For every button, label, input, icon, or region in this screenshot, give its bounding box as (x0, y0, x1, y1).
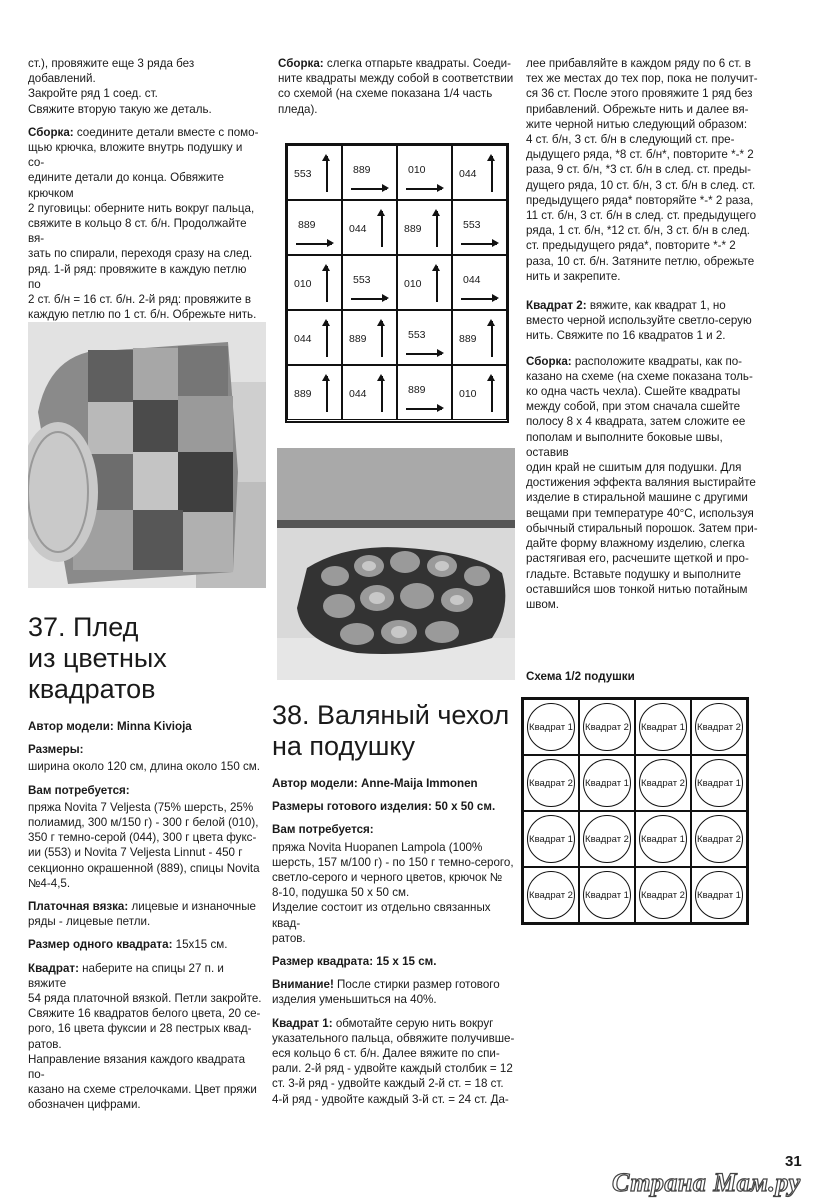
col1-assembly: Сборка: соедините детали вместе с помо- щью крючка, вложите внутрь подушку и со- едините детали до конца. Обвяжите крючком 2 пуговицы: оберните нить вокруг пальца, свяжите в кольцо 8 ст. б/н. Продолжайте вя- зать по спирали, переходя сразу на след. ряд. 1-й ряд: провяжите в каждую петлю по 2 ст. б/н = 16 ст. б/н. 2-й ряд: провяжите в каждую петлю по 1 ст. б/н. Обрежьте нить. (28, 125, 259, 322)
square-circle-label: Квадрат 1 (639, 703, 687, 751)
blanket-grid-cell (342, 200, 397, 255)
pillow-grid-cell (635, 755, 691, 811)
attention-38: Внимание! После стирки размер готового изделия уменьшиться на 40%. (272, 978, 500, 1007)
blanket-grid-number: 010 (459, 388, 477, 400)
square-circle-label: Квадрат 2 (695, 815, 743, 863)
section-37-title: 37. Плед из цветных квадратов (28, 612, 167, 704)
blanket-grid-cell (452, 365, 507, 420)
blanket-grid-number: 889 (459, 333, 477, 345)
blanket-grid-number: 553 (353, 274, 371, 286)
arrow-right-icon (461, 243, 497, 245)
blanket-grid-cell (287, 255, 342, 310)
blanket-grid-cell (397, 365, 452, 420)
pattern-37: Платочная вязка: лицевые и изнаночные ряды - лицевые петли. (28, 900, 256, 929)
blanket-grid-cell (452, 255, 507, 310)
pillow-photo (277, 448, 515, 680)
scheme-title: Схема 1/2 подушки (526, 670, 635, 683)
blanket-grid-number: 010 (408, 164, 426, 176)
blanket-photo (28, 322, 266, 588)
author-38: Автор модели: Anne-Maija Immonen (272, 777, 478, 790)
blanket-grid-cell (342, 310, 397, 365)
arrow-up-icon (326, 376, 328, 412)
blanket-grid-cell (397, 310, 452, 365)
blanket-grid-number: 553 (463, 219, 481, 231)
arrow-up-icon (436, 211, 438, 247)
square-37: Квадрат: наберите на спицы 27 п. и вяжите 54 ряда платочной вязкой. Петли закройте. Свяжите 16 квадратов белого цвета, 20 се- рого, 16 цвета фуксии и 28 пестрых квад- ратов. Направление вязания каждого квадрата по- казано на схеме стрелочками. Цвет пряжи обозначен цифрами. (28, 961, 262, 1112)
blanket-grid-number: 044 (459, 168, 477, 180)
pillow-scheme-grid (521, 697, 749, 925)
square-circle-label: Квадрат 1 (639, 815, 687, 863)
col1-intro: ст.), провяжите еще 3 ряда без добавлений. Закройте ряд 1 соед. ст. Свяжите вторую такую же деталь. (28, 57, 212, 116)
square-circle-label: Квадрат 2 (583, 703, 631, 751)
pillow-grid-cell (523, 699, 579, 755)
pillow-grid-cell (691, 755, 747, 811)
blanket-grid-cell (397, 200, 452, 255)
pillow-grid-cell (579, 699, 635, 755)
arrow-up-icon (491, 321, 493, 357)
blanket-grid-number: 044 (349, 388, 367, 400)
square-circle-label: Квадрат 2 (583, 815, 631, 863)
square-circle-label: Квадрат 2 (639, 759, 687, 807)
sq1-38: Квадрат 1: обмотайте серую нить вокруг указательного пальца, обвяжите получивше- еся кольцо 6 ст. б/н. Далее вяжите по спи- рали. 2-й ряд - удвойте каждый столбик = 12 ст. 3-й ряд - удвойте каждый 2-й ст. = 18 ст. 4-й ряд - удвойте каждый 3-й ст. = 24 ст. Да- (272, 1016, 515, 1106)
square-circle-label: Квадрат 1 (583, 871, 631, 919)
blanket-grid-cell (287, 310, 342, 365)
blanket-grid-number: 889 (294, 388, 312, 400)
square-circle-label: Квадрат 2 (527, 759, 575, 807)
arrow-up-icon (491, 156, 493, 192)
square-circle-label: Квадрат 2 (639, 871, 687, 919)
arrow-up-icon (491, 376, 493, 412)
blanket-grid-cell (287, 200, 342, 255)
pillow-grid-cell (691, 867, 747, 923)
blanket-grid-cell (287, 365, 342, 420)
arrow-up-icon (381, 376, 383, 412)
blanket-grid-number: 889 (298, 219, 316, 231)
col2-top-text (278, 56, 514, 125)
pillow-grid-cell (691, 811, 747, 867)
blanket-photo-illustration (28, 322, 266, 588)
arrow-up-icon (326, 156, 328, 192)
need-text-38: пряжа Novita Huopanen Lampola (100% шерсть, 157 м/100 г) - по 150 г темно-серого, светло-серого и черного цветов, крючок № 8-10, подушка 50 х 50 см. Изделие состоит из отдельно связанных квад- ратов. (272, 840, 514, 945)
need-text-37: пряжа Novita 7 Veljesta (75% шерсть, 25% полиамид, 300 м/150 г) - 300 г белой (010), 350 г темно-серой (044), 300 г цвета фукс- ии (553) и Novita 7 Veljesta Linnut - 450 г секционно окрашенной (889), спицы Novita №4-4,5. (28, 800, 260, 890)
pillow-photo-illustration (277, 448, 515, 680)
col3-assembly: Сборка: расположите квадраты, как по- казано на схеме (на схеме показана толь- ко одна часть чехла). Сшейте квадраты между собой, при этом сначала сшейте полосу 8 х 4 квадрата, затем сложите ее пополам и выполните боковые швы, оставив один край не сшитым для подушки. Для достижения эффекта валяния выстирайте изделие в стиральной машине с другими вещами при температуре 40°С, используя обычный стиральный порошок. Затем при- дайте форму влажному изделию, слегка растягивая его, расчешите щеткой и про- гладьте. Вставьте подушку и выполните оставшийся шов тонкой нитью потайным швом. (526, 354, 758, 611)
blanket-grid-cell (342, 145, 397, 200)
col3-intro: лее прибавляйте в каждом ряду по 6 ст. в тех же местах до тех пор, пока не получит- ся 36 ст. После этого провяжите 1 ряд без прибавлений. Обрежьте нить и далее вя- жите черной нитью следующий образом: 4 ст. б/н, 3 ст. б/н в следующий ст. пре- дыдущего ряда, *8 ст. б/н*, повторите *-* 2 раза, 9 ст. б/н, *3 ст. б/н в след. ст. преды- дущего ряда, 10 ст. б/н, 3 ст. б/н в след. ст. предыдущего ряда* повторяйте *-* 2 раза, 11 ст. б/н, 3 ст. б/н в след. ст. предыдущего ряда, 1 ст. б/н, *12 ст. б/н, 3 ст. б/н в след. ст. предыдущего ряда*, повторите *-* 2 раза, 10 ст. б/н. Затяните петлю, обрежьте нить и закрепите. (526, 57, 758, 283)
blanket-grid-cell (342, 365, 397, 420)
section-38-title: 38. Валяный чехол на подушку (272, 700, 510, 761)
square-circle-label: Квадрат 1 (583, 759, 631, 807)
blanket-grid-cell (452, 310, 507, 365)
blanket-grid-cell (452, 200, 507, 255)
pillow-grid-cell (579, 755, 635, 811)
pillow-grid-cell (691, 699, 747, 755)
arrow-right-icon (406, 353, 442, 355)
col1-bottom (28, 612, 264, 1121)
pillow-grid-cell (579, 811, 635, 867)
blanket-grid-number: 889 (404, 223, 422, 235)
arrow-up-icon (326, 321, 328, 357)
arrow-up-icon (381, 321, 383, 357)
square-circle-label: Квадрат 2 (695, 703, 743, 751)
arrow-right-icon (406, 408, 442, 410)
sizes-38: Размеры готового изделия: 50 х 50 см. (272, 800, 496, 814)
pillow-grid-cell (523, 811, 579, 867)
pillow-grid-cell (523, 867, 579, 923)
square-circle-label: Квадрат 1 (527, 703, 575, 751)
square-size-38: Размер квадрата: 15 х 15 см. (272, 955, 437, 969)
square-circle-label: Квадрат 1 (695, 871, 743, 919)
pillow-grid-cell (635, 811, 691, 867)
arrow-up-icon (381, 211, 383, 247)
blanket-grid-number: 010 (294, 278, 312, 290)
arrow-right-icon (296, 243, 332, 245)
blanket-grid-cell (397, 255, 452, 310)
blanket-grid-number: 553 (294, 168, 312, 180)
sizes-label-37: Размеры: (28, 743, 84, 757)
col2-bottom (272, 700, 518, 1115)
arrow-up-icon (436, 266, 438, 302)
arrow-right-icon (406, 188, 442, 190)
pillow-grid-cell (635, 867, 691, 923)
arrow-right-icon (351, 298, 387, 300)
blanket-grid-number: 553 (408, 329, 426, 341)
blanket-scheme-grid (285, 143, 509, 423)
pillow-grid-cell (579, 867, 635, 923)
col3-sq2: Квадрат 2: вяжите, как квадрат 1, но вместо черной используйте светло-серую нить. Свяжите по 16 квадратов 1 и 2. (526, 299, 752, 343)
blanket-grid-cell (452, 145, 507, 200)
blanket-grid-cell (397, 145, 452, 200)
square-circle-label: Квадрат 1 (695, 759, 743, 807)
arrow-up-icon (326, 266, 328, 302)
blanket-grid-number: 010 (404, 278, 422, 290)
arrow-right-icon (461, 298, 497, 300)
square-size-37: Размер одного квадрата: 15х15 см. (28, 938, 228, 952)
blanket-grid-number: 889 (349, 333, 367, 345)
arrow-right-icon (351, 188, 387, 190)
sizes-text-37: ширина около 120 см, длина около 150 см. (28, 760, 260, 774)
watermark: Страна Мам.ру (612, 1168, 801, 1197)
pillow-grid-cell (523, 755, 579, 811)
pillow-grid-cell (635, 699, 691, 755)
blanket-grid-cell (342, 255, 397, 310)
col1-top-text (28, 56, 260, 361)
blanket-grid-number: 044 (294, 333, 312, 345)
page-number: 31 (785, 1153, 802, 1170)
need-label-37: Вам потребуется: (28, 783, 130, 797)
square-circle-label: Квадрат 1 (527, 815, 575, 863)
square-circle-label: Квадрат 2 (527, 871, 575, 919)
col2-assembly: Сборка: слегка отпарьте квадраты. Соеди- ните квадраты между собой в соответствии со схемой (на схеме показана 1/4 часть пледа). (278, 57, 514, 116)
blanket-grid-number: 889 (408, 384, 426, 396)
blanket-grid-number: 044 (463, 274, 481, 286)
need-label-38: Вам потребуется: (272, 823, 374, 837)
blanket-grid-cell (287, 145, 342, 200)
blanket-grid-number: 889 (353, 164, 371, 176)
blanket-grid-number: 044 (349, 223, 367, 235)
col3-text (526, 56, 758, 620)
author-37: Автор модели: Minna Kivioja (28, 720, 192, 733)
